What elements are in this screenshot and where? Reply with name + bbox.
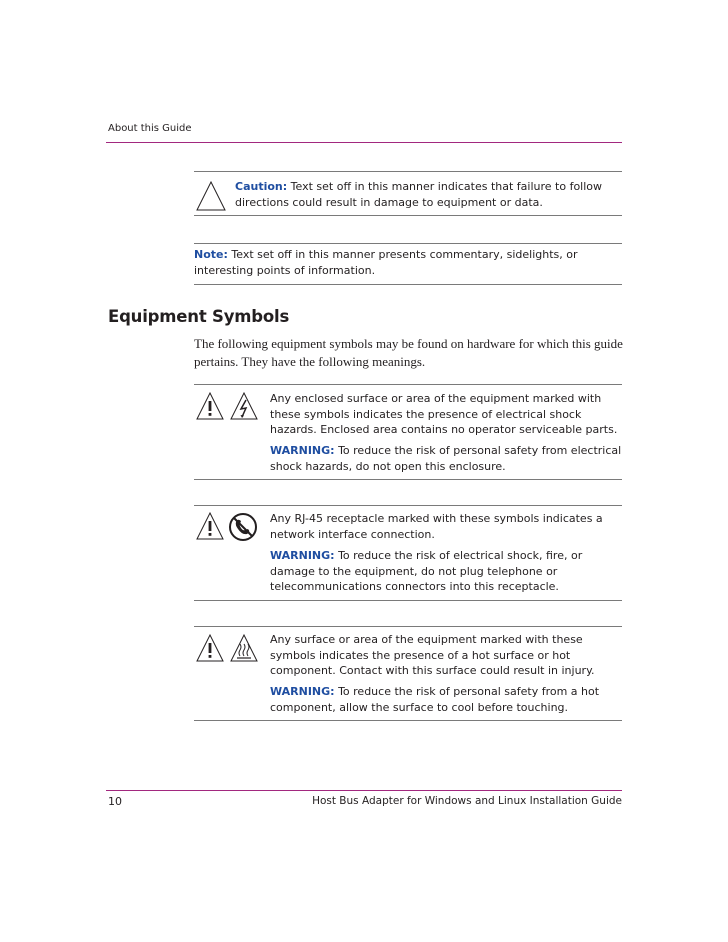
symbol-1-bottom-rule [194,479,622,480]
caution-text: Text set off in this manner indicates that failure to follow directions could result in damage to equipment or data. [235,180,603,209]
warning-text: To reduce the risk of electrical shock, fire, or damage to the equipment, do not plug telephone or telecommunications connectors into this receptacle. [270,549,583,593]
caution-label: Caution: [235,180,288,193]
warning-label: WARNING: [270,444,335,457]
warning-text: To reduce the risk of personal safety from electrical shock hazards, do not open this enclosure. [270,444,622,473]
warning-triangle-icon [196,634,224,662]
caution-bottom-rule [194,215,622,216]
hot-surface-icon [230,634,258,662]
note-label: Note: [194,248,228,261]
telephone-prohibited-icon [228,512,258,542]
symbol-2-description: Any RJ-45 receptacle marked with these symbols indicates a network interface connection. [270,512,603,541]
warning-label: WARNING: [270,549,335,562]
symbol-2-bottom-rule [194,600,622,601]
warning-triangle-icon [196,512,224,540]
symbol-1-warning [270,443,622,474]
note-text: Text set off in this manner presents commentary, sidelights, or interesting points of information. [194,248,578,277]
electrical-shock-icon [230,392,258,420]
note-block [194,247,622,278]
warning-label: WARNING: [270,685,335,698]
symbol-2-top-rule [194,505,622,506]
symbol-3-warning [270,684,622,715]
section-heading: Equipment Symbols [108,307,290,326]
symbol-1-description: Any enclosed surface or area of the equipment marked with these symbols indicates the presence of electrical shock hazards. Enclosed area contains no operator serviceable parts. [270,392,618,436]
running-header: About this Guide [108,123,192,134]
caution-block [235,179,620,210]
note-bottom-rule [194,284,622,285]
section-intro: The following equipment symbols may be found on hardware for which this guide pertains. They have the following meanings. [194,336,623,369]
symbol-3-bottom-rule [194,720,622,721]
footer-rule [106,790,622,791]
note-top-rule [194,243,622,244]
caution-triangle-icon [196,181,226,211]
warning-triangle-icon [196,392,224,420]
page-number: 10 [108,795,122,808]
symbol-3-top-rule [194,626,622,627]
symbol-1-top-rule [194,384,622,385]
symbol-2-warning [270,548,622,595]
warning-text: To reduce the risk of personal safety from a hot component, allow the surface to cool before touching. [270,685,600,714]
footer-title: Host Bus Adapter for Windows and Linux Installation Guide [312,795,622,807]
header-rule [106,142,622,143]
symbol-3-description: Any surface or area of the equipment marked with these symbols indicates the presence of a hot surface or hot component. Contact with this surface could result in injury. [270,633,595,677]
caution-top-rule [194,171,622,172]
